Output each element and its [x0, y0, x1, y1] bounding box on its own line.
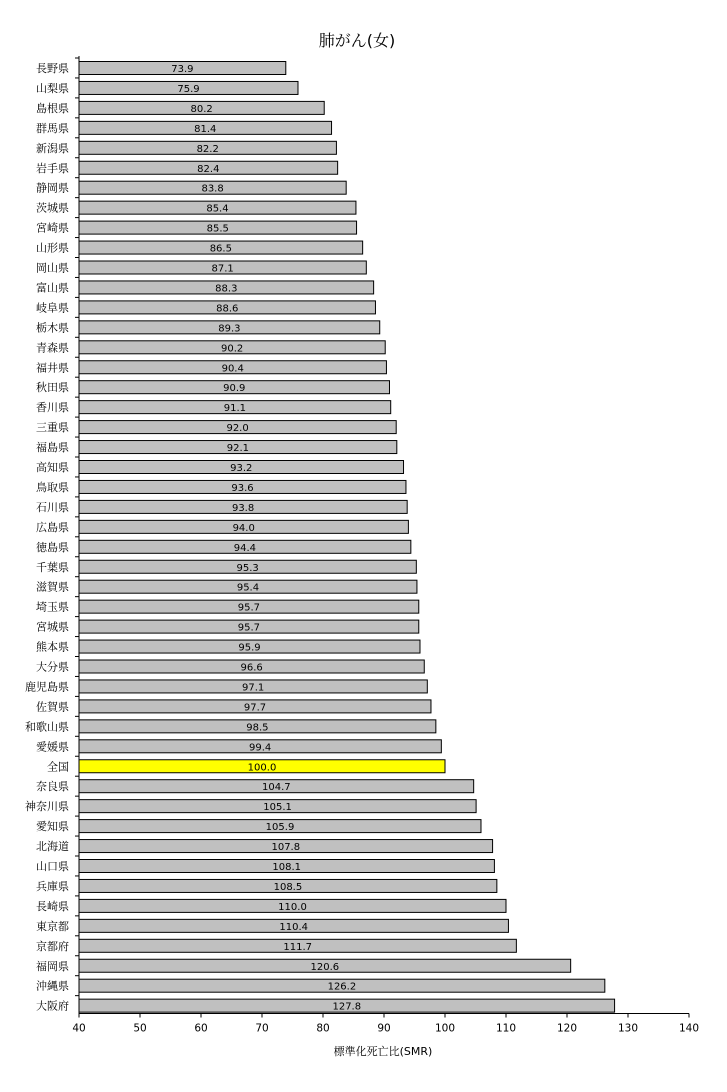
category-label: 富山県 [36, 281, 69, 295]
value-label: 107.8 [271, 842, 301, 854]
category-label: 千葉県 [36, 560, 69, 574]
category-label: 愛媛県 [36, 740, 69, 754]
category-label: 熊本県 [36, 640, 69, 654]
category-label: 栃木県 [36, 321, 69, 335]
value-label: 110.0 [278, 901, 307, 913]
value-label: 93.6 [231, 482, 254, 494]
x-tick-label: 40 [72, 1022, 86, 1035]
x-tick-label: 140 [678, 1022, 700, 1035]
category-label: 長野県 [36, 62, 69, 75]
value-label: 88.3 [215, 283, 238, 295]
category-label: 青森県 [36, 341, 69, 355]
category-label: 佐賀県 [36, 700, 69, 714]
value-label: 95.7 [237, 622, 261, 634]
category-label: 岩手県 [36, 161, 69, 175]
value-label: 96.6 [240, 662, 263, 674]
value-label: 100.0 [247, 762, 277, 774]
category-label: 高知県 [36, 461, 69, 474]
x-tick-label: 90 [377, 1022, 391, 1035]
value-label: 88.6 [216, 303, 239, 315]
value-label: 94.0 [232, 522, 255, 534]
x-tick-label: 80 [316, 1022, 330, 1035]
value-label: 90.2 [220, 343, 244, 355]
chart-title: 肺がん(女) [318, 31, 396, 50]
value-label: 81.4 [194, 123, 217, 135]
x-tick-label: 110 [495, 1022, 517, 1035]
value-label: 95.3 [236, 562, 259, 574]
value-label: 82.4 [197, 163, 220, 175]
value-label: 87.1 [211, 263, 234, 275]
category-label: 奈良県 [36, 780, 69, 794]
category-label: 島根県 [36, 101, 69, 115]
value-label: 82.2 [196, 143, 219, 155]
category-label: 新潟県 [36, 141, 69, 155]
category-label: 全国 [47, 760, 69, 774]
category-label: 宮崎県 [36, 221, 69, 235]
value-label: 85.4 [206, 203, 229, 215]
bars-layer [25, 58, 615, 1013]
value-label: 93.8 [231, 502, 255, 514]
category-label: 大阪府 [36, 999, 69, 1013]
category-label: 兵庫県 [36, 879, 69, 893]
category-label: 秋田県 [36, 381, 69, 395]
x-tick-label: 130 [617, 1022, 639, 1035]
x-tick-label: 50 [133, 1022, 147, 1035]
category-label: 岐阜県 [36, 301, 69, 315]
category-label: 鳥取県 [36, 480, 69, 494]
category-label: 滋賀県 [36, 580, 69, 594]
category-label: 宮城県 [36, 620, 69, 634]
value-label: 95.9 [238, 642, 261, 654]
value-label: 85.5 [206, 223, 229, 235]
category-label: 長崎県 [36, 899, 69, 913]
x-tick-label: 60 [194, 1022, 208, 1035]
value-label: 98.5 [246, 722, 269, 734]
value-label: 83.8 [201, 183, 224, 195]
x-tick-label: 100 [434, 1022, 456, 1035]
x-tick-label: 120 [556, 1022, 578, 1035]
value-label: 86.5 [209, 243, 232, 255]
value-label: 75.9 [177, 83, 200, 95]
value-label: 95.4 [236, 582, 260, 594]
category-label: 北海道 [36, 840, 69, 854]
value-label: 99.4 [249, 742, 272, 754]
category-label: 山口県 [36, 860, 69, 873]
category-label: 和歌山県 [25, 720, 69, 734]
category-label: 群馬県 [36, 121, 69, 135]
category-label: 埼玉県 [36, 600, 69, 614]
category-label: 愛知県 [36, 820, 69, 834]
value-label: 108.1 [272, 862, 302, 873]
value-label: 89.3 [218, 323, 241, 335]
category-label: 福岡県 [36, 959, 69, 973]
category-label: 静岡県 [36, 181, 69, 195]
category-label: 東京都 [36, 919, 69, 933]
category-label: 福島県 [36, 441, 69, 455]
value-label: 95.7 [237, 602, 261, 614]
value-label: 73.9 [171, 64, 194, 75]
value-label: 92.1 [226, 443, 250, 455]
value-label: 90.4 [221, 363, 244, 375]
category-label: 福井県 [36, 361, 69, 375]
value-label: 80.2 [190, 103, 213, 115]
value-label: 97.1 [242, 682, 265, 694]
value-label: 94.4 [233, 542, 257, 554]
x-tick-label: 70 [255, 1022, 269, 1035]
value-label: 105.9 [265, 822, 295, 834]
value-label: 92.0 [226, 423, 249, 435]
category-label: 岡山県 [36, 261, 69, 275]
category-label: 香川県 [36, 401, 69, 415]
category-label: 沖縄県 [36, 979, 69, 993]
category-label: 茨城県 [36, 201, 69, 215]
category-label: 山形県 [36, 241, 69, 255]
value-label: 127.8 [332, 1001, 362, 1013]
value-label: 126.2 [327, 981, 357, 993]
value-label: 104.7 [262, 782, 291, 794]
x-axis-title: 標準化死亡比(SMR) [333, 1045, 433, 1058]
value-label: 97.7 [243, 702, 267, 714]
value-label: 111.7 [283, 941, 313, 953]
value-label: 91.1 [223, 403, 246, 415]
category-label: 神奈川県 [25, 800, 69, 814]
category-label: 京都府 [36, 939, 69, 953]
value-label: 110.4 [279, 921, 309, 933]
value-label: 105.1 [263, 802, 292, 814]
category-label: 大分県 [36, 660, 69, 674]
category-label: 徳島県 [36, 540, 69, 554]
category-label: 鹿児島県 [25, 680, 69, 694]
category-label: 三重県 [36, 421, 69, 435]
category-label: 石川県 [36, 500, 69, 514]
value-label: 93.2 [230, 463, 253, 474]
category-label: 広島県 [36, 520, 69, 534]
category-label: 山梨県 [36, 81, 69, 95]
value-label: 108.5 [273, 881, 303, 893]
value-label: 120.6 [310, 961, 340, 973]
value-label: 90.9 [223, 383, 246, 395]
